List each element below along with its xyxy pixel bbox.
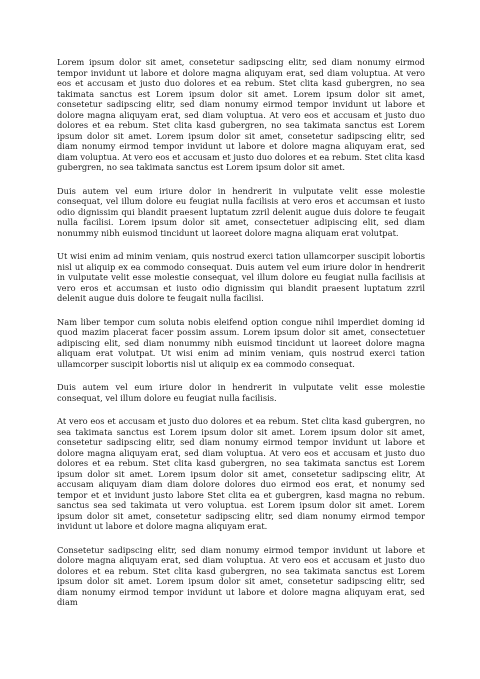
paragraph-1: Lorem ipsum dolor sit amet, consetetur sadipscing elitr, sed diam nonumy eirmod tempor invidunt ut labore et dolore magna aliquyam erat, sed diam voluptua. At vero eos et accusam et justo duo dolores et ea rebum. Stet clita kasd gubergren, no sea takimata sanctus est Lorem ipsum dolor sit amet. Lorem ipsum dolor sit amet, consetetur sadipscing elitr, sed diam nonumy eirmod tempor invidunt ut labore et dolore magna aliquyam erat, sed diam voluptua. At vero eos et accusam et justo duo dolores et ea rebum. Stet clita kasd gubergren, no sea takimata sanctus est Lorem ipsum dolor sit amet. Lorem ipsum dolor sit amet, consetetur sadipscing elitr, sed diam nonumy eirmod tempor invidunt ut labore et dolore magna aliquyam erat, sed diam voluptua. At vero eos et accusam et justo duo dolores et ea rebum. Stet clita kasd gubergren, no sea takimata sanctus est Lorem ipsum dolor sit amet. xyxy=(57,57,425,172)
paragraph-5: Duis autem vel eum iriure dolor in hendrerit in vulputate velit esse molestie consequat, vel illum dolore eu feugiat nulla facilisis. xyxy=(57,382,425,403)
paragraph-2: Duis autem vel eum iriure dolor in hendrerit in vulputate velit esse molestie consequat, vel illum dolore eu feugiat nulla facilisis at vero eros et accumsan et iusto odio dignissim qui blandit praesent luptatum zzril delenit augue duis dolore te feugait nulla facilisi. Lorem ipsum dolor sit amet, consectetuer adipiscing elit, sed diam nonummy nibh euismod tincidunt ut laoreet dolore magna aliquam erat volutpat. xyxy=(57,185,425,238)
document-page xyxy=(57,57,425,621)
paragraph-3: Ut wisi enim ad minim veniam, quis nostrud exerci tation ullamcorper suscipit lobortis nisl ut aliquip ex ea commodo consequat. Duis autem vel eum iriure dolor in hendrerit in vulputate velit esse molestie consequat, vel illum dolore eu feugiat nulla facilisis at vero eros et accumsan et iusto odio dignissim qui blandit praesent luptatum zzril delenit augue duis dolore te feugait nulla facilisi. xyxy=(57,251,425,303)
paragraph-7: Consetetur sadipscing elitr, sed diam nonumy eirmod tempor invidunt ut labore et dolore magna aliquyam erat, sed diam voluptua. At vero eos et accusam et justo duo dolores et ea rebum. Stet clita kasd gubergren, no sea takimata sanctus est Lorem ipsum dolor sit amet. Lorem ipsum dolor sit amet, consetetur sadipscing elitr, sed diam nonumy eirmod tempor invidunt ut labore et dolore magna aliquyam erat, sed diam xyxy=(57,544,425,607)
paragraph-6: At vero eos et accusam et justo duo dolores et ea rebum. Stet clita kasd gubergren, no sea takimata sanctus est Lorem ipsum dolor sit amet. Lorem ipsum dolor sit amet, consetetur sadipscing elitr, sed diam nonumy eirmod tempor invidunt ut labore et dolore magna aliquyam erat, sed diam voluptua. At vero eos et accusam et justo duo dolores et ea rebum. Stet clita kasd gubergren, no sea takimata sanctus est Lorem ipsum dolor sit amet. Lorem ipsum dolor sit amet, consetetur sadipscing elitr, At accusam aliquyam diam diam dolore dolores duo eirmod eos erat, et nonumy sed tempor et et invidunt justo labore Stet clita ea et gubergren, kasd magna no rebum. sanctus sea sed takimata ut vero voluptua. est Lorem ipsum dolor sit amet. Lorem ipsum dolor sit amet, consetetur sadipscing elitr, sed diam nonumy eirmod tempor invidunt ut labore et dolore magna aliquyam erat. xyxy=(57,416,425,531)
paragraph-4: Nam liber tempor cum soluta nobis eleifend option congue nihil imperdiet doming id quod mazim placerat facer possim assum. Lorem ipsum dolor sit amet, consectetuer adipiscing elit, sed diam nonummy nibh euismod tincidunt ut laoreet dolore magna aliquam erat volutpat. Ut wisi enim ad minim veniam, quis nostrud exerci tation ullamcorper suscipit lobortis nisl ut aliquip ex ea commodo consequat. xyxy=(57,316,425,369)
